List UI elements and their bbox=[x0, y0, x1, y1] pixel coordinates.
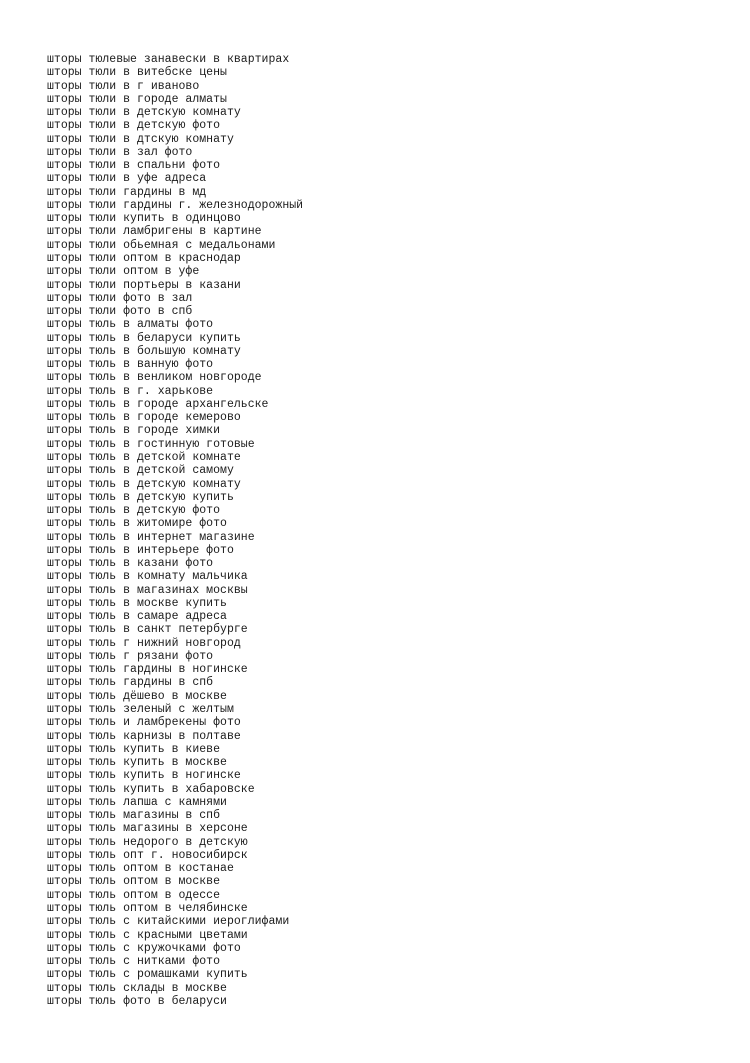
text-line: шторы тюль магазины в херсоне bbox=[47, 822, 248, 836]
text-line: шторы тюль фото в беларуси bbox=[47, 994, 227, 1008]
text-line: шторы тюль в интерьере фото bbox=[47, 543, 234, 557]
text-line: шторы тюли портьеры в казани bbox=[47, 278, 241, 292]
text-line: шторы тюли в дтскую комнату bbox=[47, 132, 234, 146]
text-line: шторы тюль зеленый с желтым bbox=[47, 703, 234, 717]
text-line: шторы тюли в г иваново bbox=[47, 79, 200, 93]
text-line: шторы тюли обьемная с медальонами bbox=[47, 238, 276, 252]
text-line: шторы тюли оптом в краснодар bbox=[47, 251, 241, 265]
text-line: шторы тюль в детскую купить bbox=[47, 490, 234, 504]
text-line: шторы тюль в городе кемерово bbox=[47, 411, 241, 425]
text-line: шторы тюль с красными цветами bbox=[47, 928, 248, 942]
text-line: шторы тюль в гостинную готовые bbox=[47, 437, 255, 451]
text-line: шторы тюлевые занавески в квартирах bbox=[47, 53, 290, 66]
text-line: шторы тюль в большую комнату bbox=[47, 344, 241, 358]
text-line: шторы тюль в интернет магазине bbox=[47, 530, 255, 544]
text-line: шторы тюль в москве купить bbox=[47, 596, 227, 610]
text-line: шторы тюль гардины в ногинске bbox=[47, 663, 248, 677]
text-line: шторы тюль карнизы в полтаве bbox=[47, 729, 241, 743]
text-line: шторы тюли в уфе адреса bbox=[47, 172, 207, 186]
text-line: шторы тюль в алматы фото bbox=[47, 318, 214, 332]
text-line: шторы тюль купить в ногинске bbox=[47, 769, 241, 783]
text-line: шторы тюль в детской комнате bbox=[47, 450, 241, 464]
text-line: шторы тюль опт г. новосибирск bbox=[47, 848, 248, 862]
text-line: шторы тюль магазины в спб bbox=[47, 809, 221, 823]
text-line: шторы тюль купить в хабаровске bbox=[47, 782, 255, 796]
text-line: шторы тюли в детскую комнату bbox=[47, 106, 241, 120]
text-line: шторы тюли фото в зал bbox=[47, 291, 193, 305]
text-line: шторы тюль купить в москве bbox=[47, 756, 227, 770]
text-line: шторы тюль купить в киеве bbox=[47, 742, 221, 756]
text-line: шторы тюли оптом в уфе bbox=[47, 265, 200, 279]
text-line: шторы тюль в городе химки bbox=[47, 424, 221, 438]
text-line: шторы тюль в ванную фото bbox=[47, 358, 214, 372]
text-line: шторы тюли в городе алматы bbox=[47, 92, 227, 106]
text-line: шторы тюль в казани фото bbox=[47, 557, 214, 571]
text-line: шторы тюль в магазинах москвы bbox=[47, 583, 248, 597]
text-line: шторы тюль с ромашками купить bbox=[47, 968, 248, 982]
text-line: шторы тюль в детскую фото bbox=[47, 504, 221, 518]
text-line: шторы тюль в санкт петербурге bbox=[47, 623, 248, 637]
text-line: шторы тюль с нитками фото bbox=[47, 955, 221, 969]
text-line: шторы тюль в г. харькове bbox=[47, 384, 214, 398]
text-line: шторы тюль лапша с камнями bbox=[47, 795, 227, 809]
text-line-list bbox=[47, 53, 303, 1008]
text-line: шторы тюли гардины г. железнодорожный bbox=[47, 198, 304, 212]
text-line: шторы тюли в детскую фото bbox=[47, 119, 221, 133]
text-line: шторы тюль оптом в одессе bbox=[47, 888, 221, 902]
text-line: шторы тюли фото в спб bbox=[47, 305, 193, 319]
text-line: шторы тюль недорого в детскую bbox=[47, 835, 248, 849]
text-line: шторы тюль с кружочками фото bbox=[47, 941, 241, 955]
text-line: шторы тюль в детской самому bbox=[47, 464, 234, 478]
text-line: шторы тюль в комнату мальчика bbox=[47, 570, 248, 584]
text-line: шторы тюль в детскую комнату bbox=[47, 477, 241, 491]
text-line: шторы тюль г нижний новгород bbox=[47, 636, 241, 650]
text-line: шторы тюль с китайскими иероглифами bbox=[47, 915, 290, 929]
text-line: шторы тюль оптом в москве bbox=[47, 875, 221, 889]
text-line: шторы тюли в витебске цены bbox=[47, 66, 227, 80]
text-line: шторы тюль в беларуси купить bbox=[47, 331, 241, 345]
text-line: шторы тюль склады в москве bbox=[47, 981, 227, 995]
text-line: шторы тюль г рязани фото bbox=[47, 649, 214, 663]
text-line: шторы тюль оптом в костанае bbox=[47, 862, 234, 876]
text-line: шторы тюли гардины в мд bbox=[47, 185, 207, 199]
text-line: шторы тюль в городе архангельске bbox=[47, 397, 269, 411]
text-line: шторы тюль в житомире фото bbox=[47, 517, 227, 531]
text-line: шторы тюли купить в одинцово bbox=[47, 212, 241, 226]
text-line: шторы тюли в спальни фото bbox=[47, 159, 221, 173]
text-line: шторы тюли ламбригены в картине bbox=[47, 225, 262, 239]
text-line: шторы тюли в зал фото bbox=[47, 145, 193, 159]
text-line: шторы тюль оптом в челябинске bbox=[47, 902, 248, 915]
text-line: шторы тюль гардины в спб bbox=[47, 676, 214, 690]
text-line: шторы тюль и ламбрекены фото bbox=[47, 716, 241, 730]
text-line: шторы тюль в венликом новгороде bbox=[47, 371, 262, 385]
text-line: шторы тюль дёшево в москве bbox=[47, 689, 227, 703]
text-line: шторы тюль в самаре адреса bbox=[47, 610, 227, 624]
